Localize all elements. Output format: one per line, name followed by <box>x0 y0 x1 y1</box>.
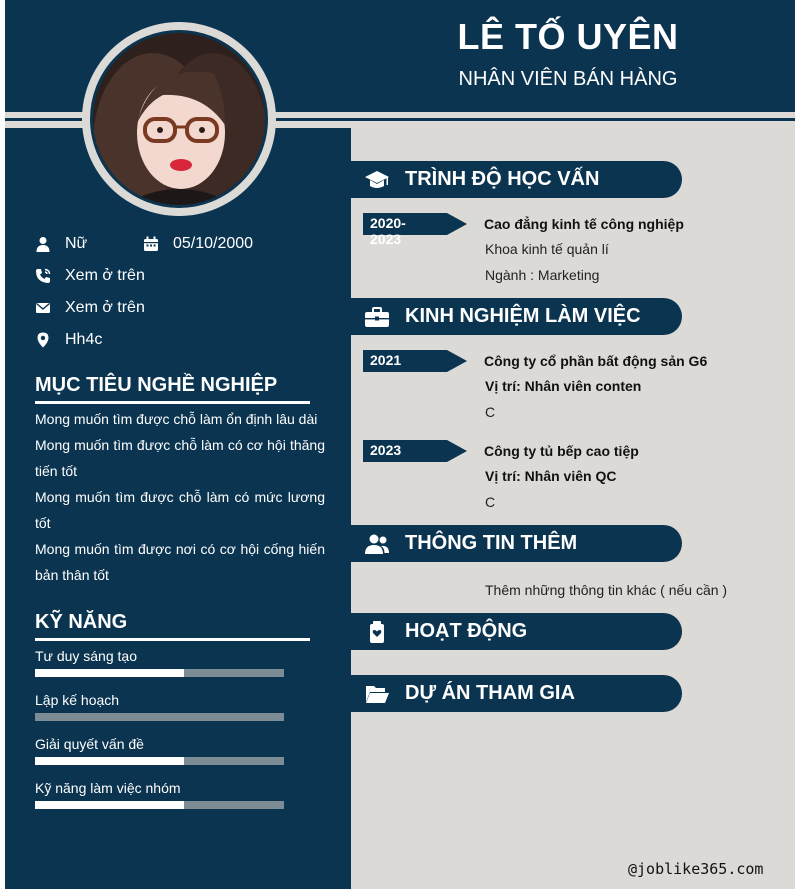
experience-position: Vị trí: Nhân viên QC <box>485 468 617 484</box>
briefcase-icon <box>364 305 390 329</box>
map-pin-icon <box>35 332 51 348</box>
experience-description: C <box>485 404 496 420</box>
phone-value: Xem ở trên <box>65 267 145 284</box>
folder-open-icon <box>364 682 390 706</box>
objective-title: MỤC TIÊU NGHỀ NGHIỆP <box>35 374 310 404</box>
candidate-role: NHÂN VIÊN BÁN HÀNG <box>458 68 678 90</box>
objective-list <box>35 406 325 588</box>
education-title: TRÌNH ĐỘ HỌC VẤN <box>405 168 600 190</box>
skill-bar <box>35 757 284 765</box>
experience-company: Công ty tủ bếp cao tiệp <box>484 443 639 459</box>
address-row <box>35 329 102 351</box>
email-row <box>35 297 145 319</box>
skill-bar-fill <box>35 757 184 765</box>
address-value: Hh4c <box>65 331 103 348</box>
experience-title: KINH NGHIỆM LÀM VIỆC <box>405 305 641 327</box>
skills-title: KỸ NĂNG <box>35 611 310 641</box>
skill-name: Lập kế hoạch <box>35 692 120 708</box>
extra-info-text: Thêm những thông tin khác ( nếu cần ) <box>485 582 728 598</box>
resume-page <box>5 0 795 889</box>
skill-name: Kỹ năng làm việc nhóm <box>35 780 181 796</box>
skill-bar <box>35 669 284 677</box>
objective-line: Mong muốn tìm được chỗ làm có mức lương tốt <box>35 489 325 531</box>
experience-year: 2023 <box>370 442 402 458</box>
experience-position: Vị trí: Nhân viên conten <box>485 378 642 394</box>
skill-name: Giải quyết vấn đề <box>35 736 144 752</box>
extra-info-title: THÔNG TIN THÊM <box>405 532 578 554</box>
email-value: Xem ở trên <box>65 299 145 316</box>
objective-line: Mong muốn tìm được chỗ làm có cơ hội thăng tiến tốt <box>35 437 325 479</box>
education-school: Cao đẳng kinh tế công nghiệp <box>484 216 684 232</box>
skill-bar <box>35 713 284 721</box>
gender-value: Nữ <box>65 235 88 252</box>
gender-row <box>35 233 87 255</box>
projects-title: DỰ ÁN THAM GIA <box>405 682 575 704</box>
activities-title: HOẠT ĐỘNG <box>405 620 528 642</box>
graduation-cap-icon <box>364 168 390 192</box>
experience-year: 2021 <box>370 352 402 368</box>
education-faculty: Khoa kinh tế quản lí <box>485 241 609 257</box>
phone-icon <box>35 268 51 284</box>
footer-watermark: @joblike365.com <box>628 860 764 878</box>
envelope-icon <box>35 300 51 316</box>
extra-info-header <box>351 525 682 562</box>
candidate-name: LÊ TỐ UYÊN <box>457 16 679 57</box>
experience-company: Công ty cổ phần bất động sản G6 <box>484 353 708 369</box>
objective-line: Mong muốn tìm được nơi có cơ hội cống hiến bản thân tốt <box>35 541 325 583</box>
projects-header <box>351 675 682 712</box>
experience-description: C <box>485 494 496 510</box>
education-major: Ngành : Marketing <box>485 267 600 283</box>
avatar <box>90 30 268 208</box>
education-period: 2020-2023 <box>370 215 406 247</box>
birthdate-value: 05/10/2000 <box>173 235 254 252</box>
phone-row <box>35 265 145 287</box>
avatar-photo <box>93 33 265 205</box>
skill-bar <box>35 801 284 809</box>
experience-header <box>351 298 682 335</box>
birthdate-row <box>143 233 253 255</box>
activities-header <box>351 613 682 650</box>
objective-line: Mong muốn tìm được chỗ làm ổn định lâu dài <box>35 411 318 427</box>
skill-name: Tư duy sáng tạo <box>35 648 137 664</box>
heart-badge-icon <box>364 620 390 644</box>
users-icon <box>364 532 390 556</box>
skill-bar-fill <box>35 669 184 677</box>
calendar-icon <box>143 236 159 252</box>
person-icon <box>35 236 51 252</box>
education-header <box>351 161 682 198</box>
skill-bar-fill <box>35 801 184 809</box>
